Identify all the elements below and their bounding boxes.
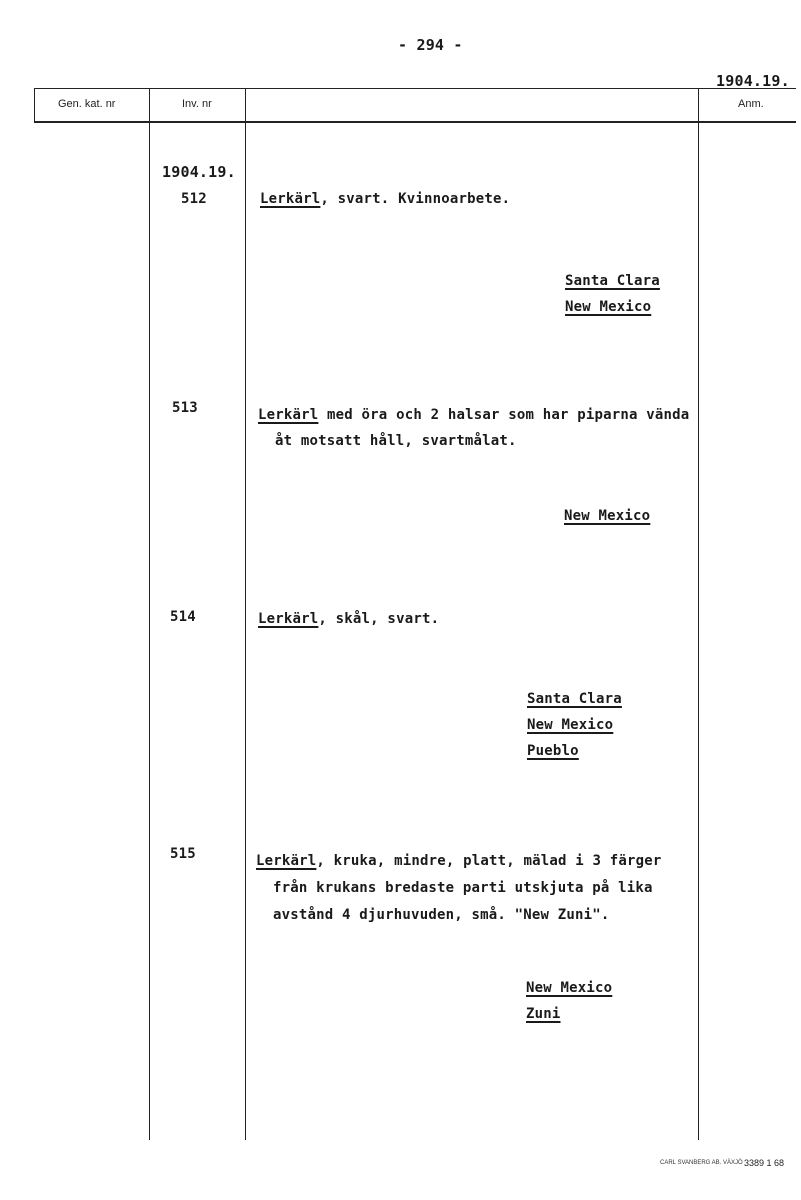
year-header: 1904.19. [716,72,790,90]
inv-number: 514 [170,609,196,625]
column-divider-3 [698,88,699,1140]
entry-locations [527,686,622,764]
column-divider-2 [245,88,246,1140]
entry-title: Lerkärl [260,191,321,207]
column-header-gen-kat-nr: Gen. kat. nr [58,98,116,110]
entry-locations [564,503,650,529]
location-label: New Mexico [565,299,652,315]
inv-number: 513 [172,400,198,416]
entry-description: Lerkärl med öra och 2 halsar som har piparna vända åt motsatt håll, svartmålat. [258,407,690,449]
entry-title: Lerkärl [258,407,319,423]
left-border [34,88,35,122]
column-divider-1 [149,88,150,1140]
location-label: Santa Clara [527,691,622,707]
inv-number: 512 [181,191,207,207]
inv-number: 515 [170,846,196,862]
column-header-anm: Anm. [738,98,764,110]
location-label: Santa Clara [565,273,660,289]
entry-locations [565,268,660,320]
entry-title: Lerkärl [256,853,317,869]
entry-description: Lerkärl, svart. Kvinnoarbete. [260,191,511,207]
location-label: Pueblo [527,743,579,759]
location-label: New Mexico [564,508,651,524]
entry-title: Lerkärl [258,611,319,627]
page-number: - 294 - [398,36,463,54]
column-header-inv-nr: Inv. nr [182,98,212,110]
location-label: Zuni [526,1006,561,1022]
entry-description: Lerkärl, skål, svart. [258,611,440,627]
year-inline: 1904.19. [162,163,236,181]
entry-locations [526,975,612,1027]
location-label: New Mexico [527,717,614,733]
entry-description: Lerkärl, kruka, mindre, platt, mälad i 3 färger från krukans bredaste parti utskjuta på lika avstånd 4 djurhuvuden, små. "New Zuni". [256,853,662,923]
printer-mark: CARL SVANBERG AB. VÄXJÖ [660,1160,743,1166]
location-label: New Mexico [526,980,613,996]
form-number: 3389 1 68 [744,1158,785,1168]
